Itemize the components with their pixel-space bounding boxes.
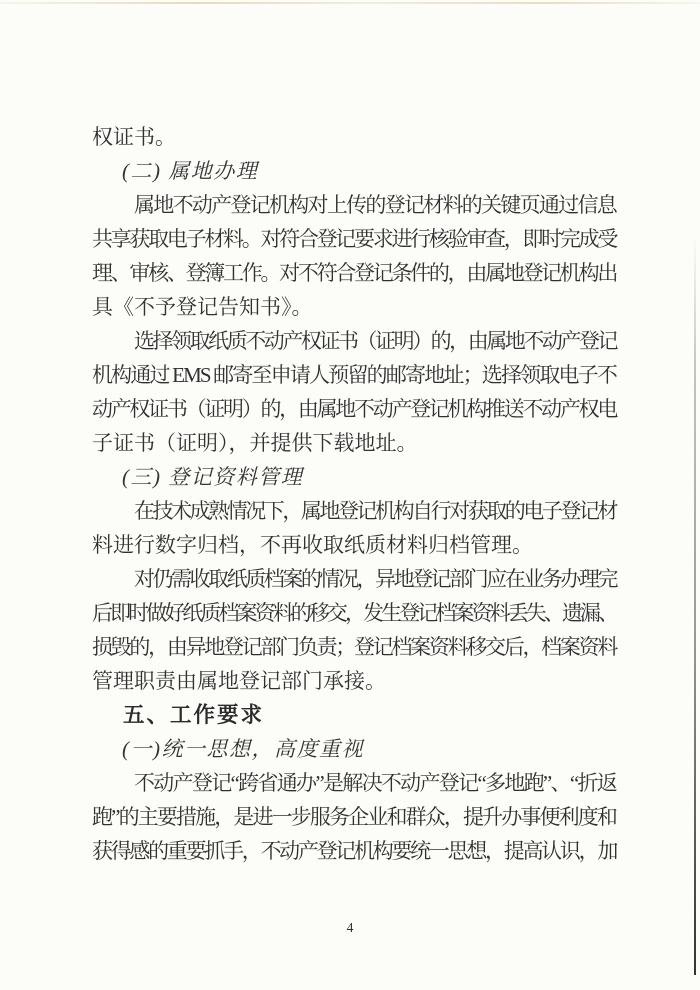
scan-edge-top-line — [0, 2, 700, 4]
paragraph-line: 动产权证书（证明）的，由属地不动产登记机构推送不动产权电 — [92, 397, 616, 421]
page-number: 4 — [346, 920, 354, 935]
paragraph-line: 后即时做好纸质档案资料的移交，发生登记档案资料丢失、遗漏、 — [92, 601, 616, 625]
paragraph-line: 机构通过 EMS 邮寄至申请人预留的邮寄地址；选择领取电子不 — [92, 363, 616, 387]
paragraph-line: 损毁的，由异地登记部门负责；登记档案资料移交后，档案资料 — [92, 635, 616, 659]
text-column — [92, 120, 616, 868]
paragraph-line: 获得感的重要抓手，不动产登记机构要统一思想，提高认识，加 — [92, 839, 616, 863]
paragraph-line: 选择领取纸质不动产权证书（证明）的，由属地不动产登记 — [134, 329, 616, 353]
scan-artifact-vertical-line — [694, 235, 696, 975]
heading-subsection-1: (一)统一思想，高度重视 — [122, 737, 364, 761]
paragraph-line: 具《不予登记告知书》。 — [92, 295, 313, 319]
paragraph-line: 不动产登记“跨省通办”是解决不动产登记“多地跑”、“折返 — [134, 771, 616, 795]
heading-subsection-2: (二) 属地办理 — [122, 159, 259, 183]
paragraph-line: 子证书（证明），并提供下载地址。 — [92, 431, 418, 455]
paragraph-line: 权证书。 — [92, 125, 176, 149]
paragraph-line: 管理职责由属地登记部门承接。 — [92, 669, 386, 693]
paragraph-line: 共享获取电子材料。对符合登记要求进行核验审查，即时完成受 — [92, 227, 616, 251]
paragraph-line: 理、审核、登簿工作。对不符合登记条件的，由属地登记机构出 — [92, 261, 616, 285]
paragraph-line: 对仍需收取纸质档案的情况，异地登记部门应在业务办理完 — [134, 567, 616, 591]
paragraph-line: 在技术成熟情况下，属地登记机构自行对获取的电子登记材 — [134, 499, 616, 523]
paragraph-line: 料进行数字归档，不再收取纸质材料归档管理。 — [92, 533, 533, 557]
paragraph-line: 属地不动产登记机构对上传的登记材料的关键页通过信息 — [134, 193, 616, 217]
heading-section-5: 五、工作要求 — [123, 703, 265, 727]
paragraph-line: 跑”的主要措施，是进一步服务企业和群众，提升办事便利度和 — [92, 805, 616, 829]
heading-subsection-3: (三) 登记资料管理 — [122, 465, 304, 489]
